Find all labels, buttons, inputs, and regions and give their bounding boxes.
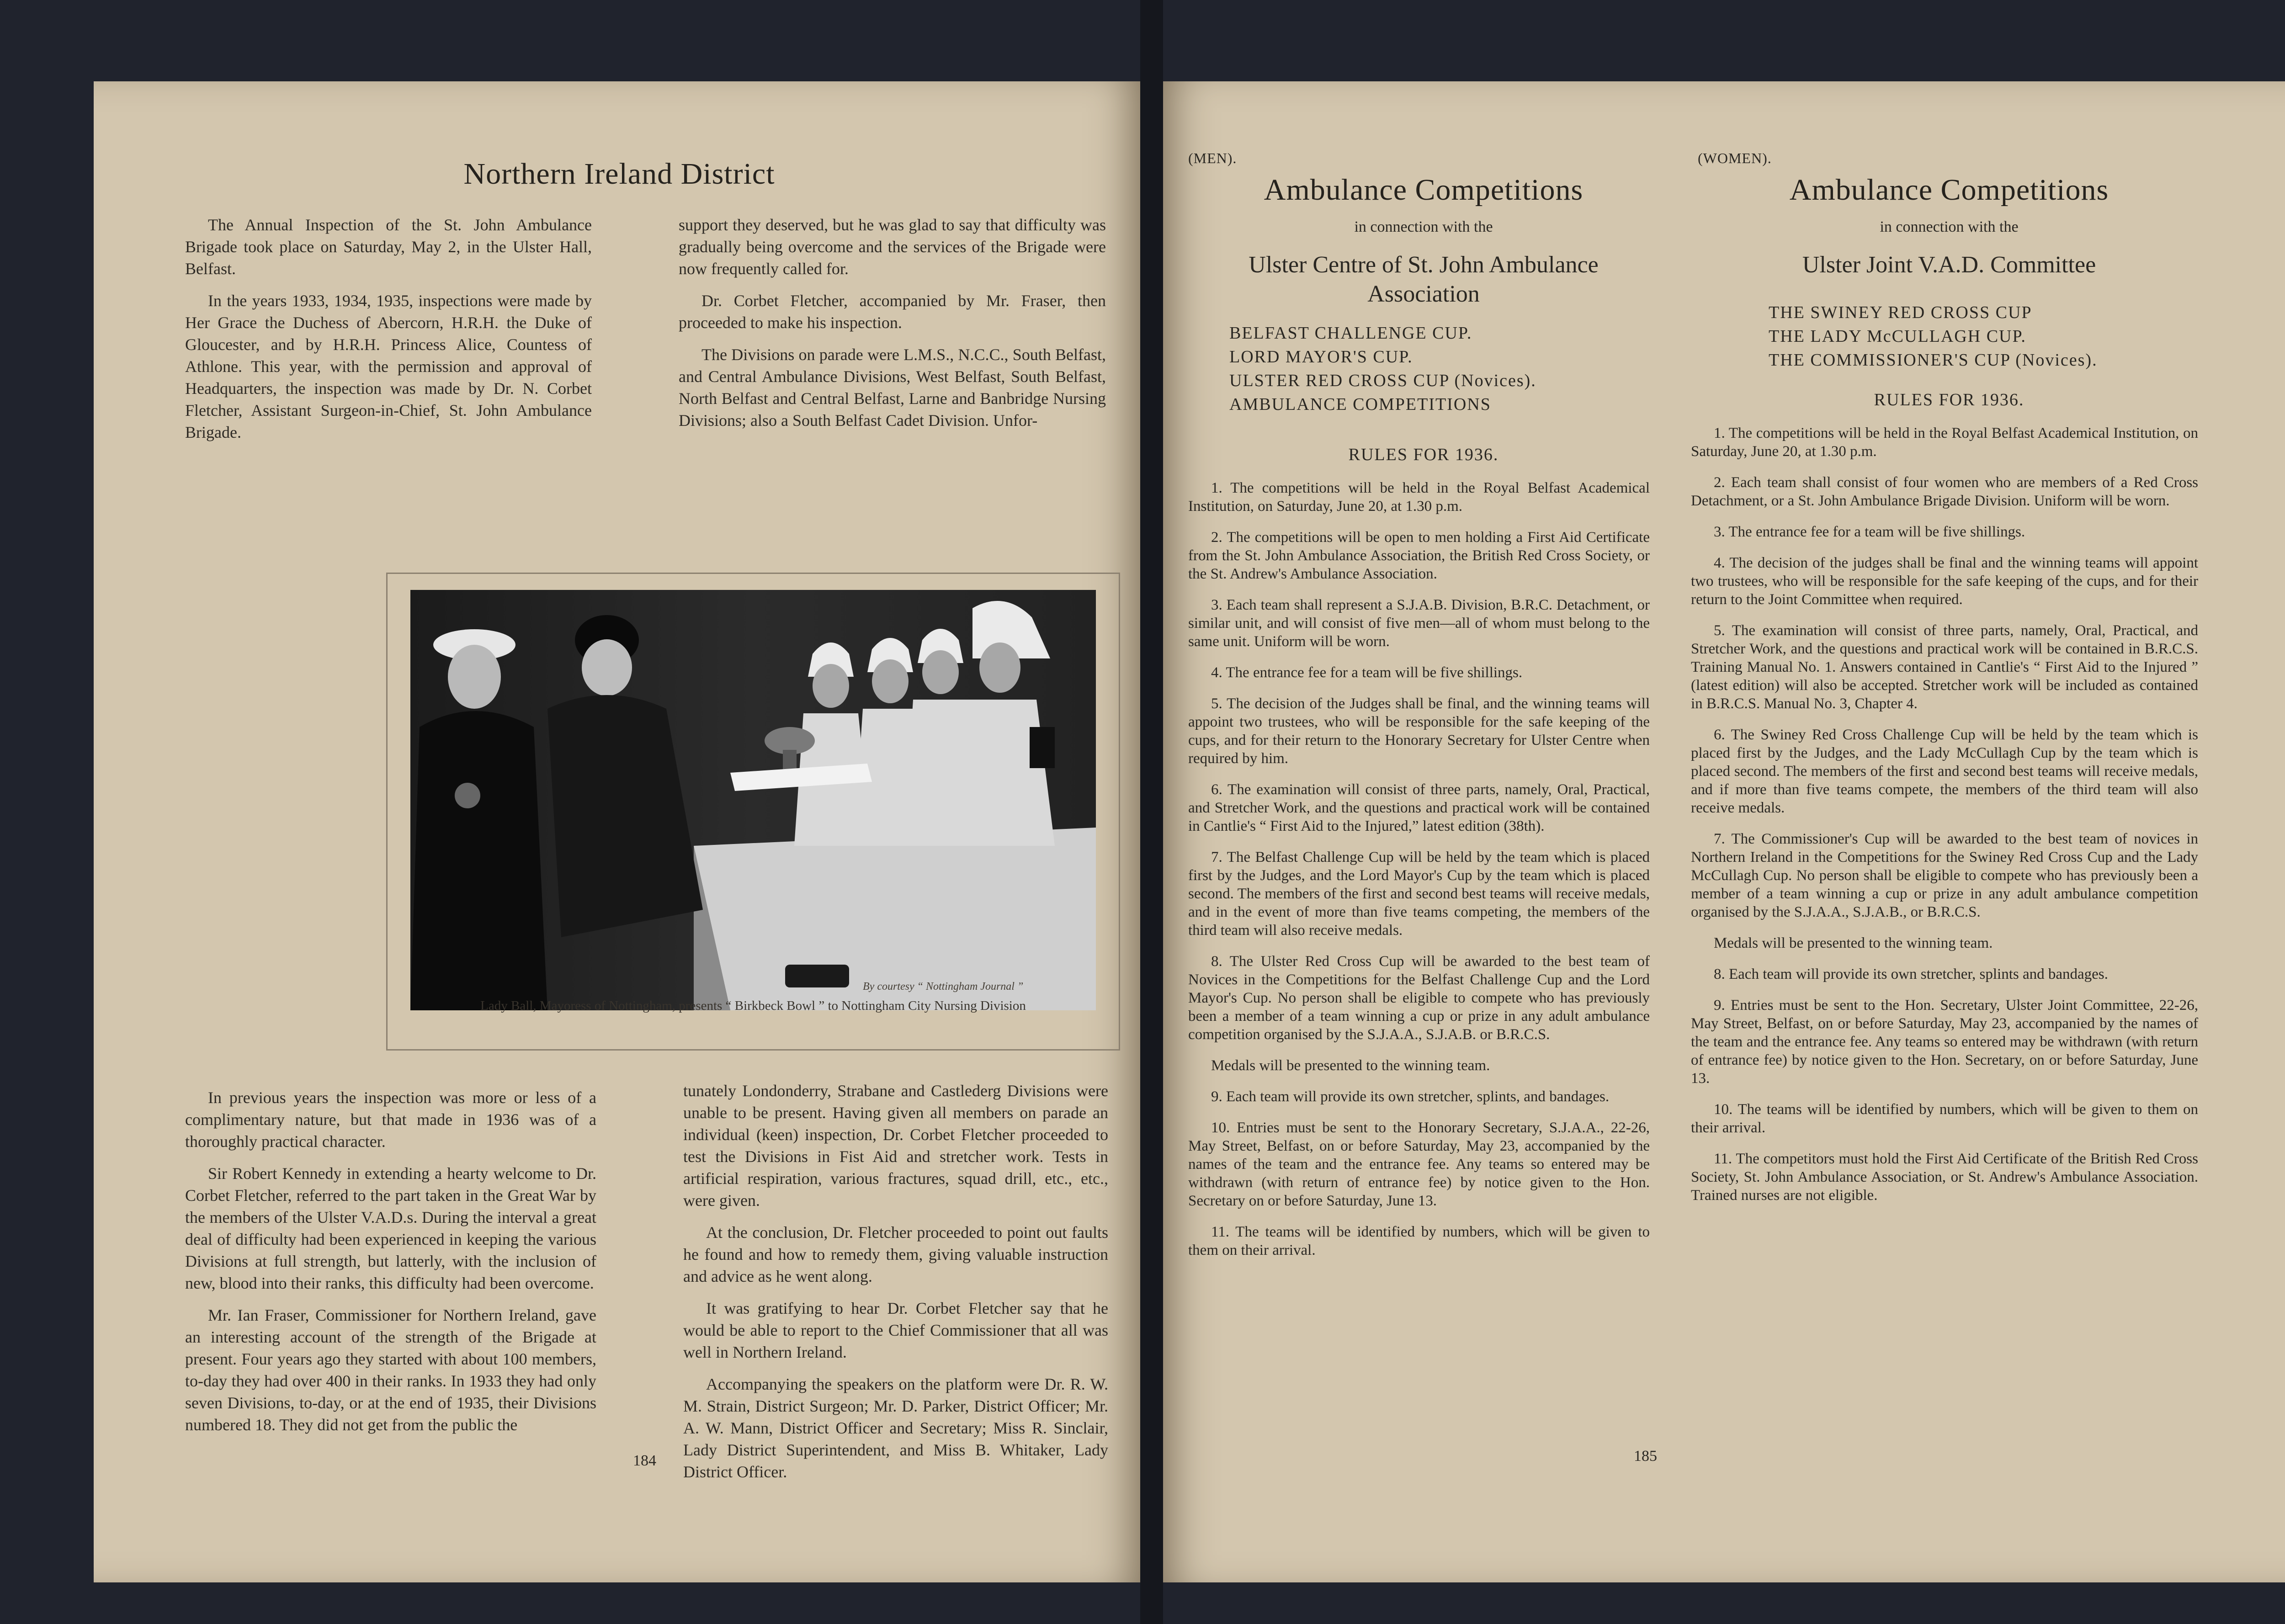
women-connection: in connection with the [1880, 218, 2019, 235]
paragraph: Sir Robert Kennedy in extending a hearty welcome to Dr. Corbet Fletcher, referred to the part taken in the Great War by the members of the Ulster V.A.D.s. During the interval a great deal of difficulty had been experienced in keeping the various Divisions at full strength, but latterly, with the inclusion of new, blood into their ranks, this difficulty had been overcome. [185, 1164, 596, 1292]
rule-item: 4. The decision of the judges shall be final and the winning teams will appoint two trustees, who will be responsible for the safe keeping of the cups, and for their return to the Joint Committee when required. [1691, 555, 2198, 608]
women-rules-title: RULES FOR 1936. [1874, 390, 2025, 409]
rule-item: 1. The competitions will be held in the Royal Belfast Academical Institution, on Saturday, June 20, at 1.30 p.m. [1188, 480, 1650, 515]
left-page [94, 81, 1140, 1582]
book-gutter [1140, 0, 1163, 1624]
paragraph: At the conclusion, Dr. Fletcher proceeded to point out faults he found and how to remedy them, giving valuable instruction and advice as he went along. [683, 1223, 1108, 1285]
rule-item: 11. The teams will be identified by numbers, which will be given to them on their arrival. [1188, 1224, 1650, 1258]
rule-item: 7. The Belfast Challenge Cup will be held by the team which is placed first by the Judges, and the Lord Mayor's Cup by the team which is placed second. The members of the first and second best teams will receive medals, and in the event of more than five teams competing, the members of the third team will also receive medals. [1188, 849, 1650, 939]
rule-item: 10. Entries must be sent to the Honorary Secretary, S.J.A.A., 22-26, May Street, Belfast, on or before Saturday, May 23, accompanied by the names of the team and the entrance fee. Any teams so entered may be withdrawn (with return of entrance fee) by notice given to the Hon. Secretary on or before Saturday, June 13. [1188, 1120, 1650, 1209]
nursing-division-photo [410, 590, 1096, 1010]
cup-item: ULSTER RED CROSS CUP (Novices). [1229, 371, 1536, 390]
rule-item: Medals will be presented to the winning team. [1211, 1057, 1490, 1074]
rule-item: 3. Each team shall represent a S.J.A.B. Division, B.R.C. Detachment, or similar unit, and will consist of five men—all of whom must belong to the same unit. Uniform will be worn. [1188, 597, 1650, 650]
paragraph: In previous years the inspection was more or less of a complimentary nature, but that made in 1936 was of a thoroughly practical character. [185, 1088, 596, 1151]
men-tag: (MEN). [1188, 150, 1237, 166]
women-cup-list [1769, 301, 2180, 372]
men-org: Ulster Centre of St. John Ambulance Association [1249, 252, 1599, 307]
cup-item: BELFAST CHALLENGE CUP. [1229, 324, 1472, 343]
paragraph: Dr. Corbet Fletcher, accompanied by Mr. Fraser, then proceeded to make his inspection. [679, 292, 1106, 332]
rule-item: 7. The Commissioner's Cup will be awarded to the best team of novices in Northern Ireland in the Competitions for the Swiney Red Cross Cup and the Lady McCullagh Cup. No person shall be eligible to compete who has previously been a member of a team winning a cup or prize in any adult ambulance competition organised by the S.J.A.A., S.J.A.B., or B.R.C.S. [1691, 831, 2198, 920]
rule-item: 10. The teams will be identified by numbers, which will be given to them on their arrival. [1691, 1101, 2198, 1136]
cup-item: THE LADY McCULLAGH CUP. [1769, 327, 2026, 346]
left-col1-bottom [185, 1087, 596, 1446]
men-rules [1188, 479, 1650, 1272]
rule-item: 5. The decision of the Judges shall be final, and the winning teams will appoint two trustees, who will be responsible for the safe keeping of the cups, and for their return to the Honorary Secretary for Ulster Centre when required by him. [1188, 695, 1650, 767]
paragraph: It was gratifying to hear Dr. Corbet Fletcher say that he would be able to report to the Chief Commissioner that all was well in Northern Ireland. [683, 1299, 1108, 1361]
cup-item: THE COMMISSIONER'S CUP (Novices). [1769, 350, 2098, 370]
rule-item: 8. The Ulster Red Cross Cup will be awarded to the best team of Novices in the Competitions for the Belfast Challenge Cup and the Lord Mayor's Cup. No person shall be eligible to compete who has previously been a member of a team winning a cup or prize in any adult ambulance competition organised by the S.J.A.A., S.J.A.B. or B.R.C.S. [1188, 953, 1650, 1043]
rule-item: 9. Entries must be sent to the Hon. Secretary, Ulster Joint Committee, 22-26, May Street, Belfast, on or before Saturday, May 23, accompanied by the names of the team and the entrance fee. Any teams so entered may be withdrawn (with return of entrance fee) by notice given to the Hon. Secretary, on or before Saturday, June 13. [1691, 997, 2198, 1087]
paragraph: Mr. Ian Fraser, Commissioner for Northern Ireland, gave an interesting account of the strength of the Brigade at present. Four years ago they started with about 100 members, to-day they had over 400 in their ranks. In 1933 they had only seven Divisions, to-day, or at the end of 1935, their Divisions numbered 18. They did not get from the public the [185, 1306, 596, 1434]
women-heading: Ambulance Competitions [1789, 173, 2109, 207]
rule-item: 6. The Swiney Red Cross Challenge Cup will be held by the team which is placed first by the Judges, and the Lady McCullagh Cup by the team which is placed second. The members of the first and second best teams will receive medals, and if more than five teams compete, the members of the third team will also receive medals. [1691, 727, 2198, 816]
left-col2-top [679, 214, 1106, 441]
rule-item: 2. The competitions will be open to men holding a First Aid Certificate from the St. John Ambulance Association, the British Red Cross Society, or the St. Andrew's Ambulance Association. [1188, 529, 1650, 582]
paragraph: The Annual Inspection of the St. John Ambulance Brigade took place on Saturday, May 2, in the Ulster Hall, Belfast. [185, 216, 592, 278]
left-col1-top [185, 214, 592, 453]
cup-item: LORD MAYOR'S CUP. [1229, 347, 1413, 366]
rule-item: 11. The competitors must hold the First Aid Certificate of the British Red Cross Society, St. John Ambulance Association, or St. Andrew's Ambulance Association. Trained nurses are not eligible. [1691, 1151, 2198, 1204]
left-col2-bottom [683, 1080, 1108, 1493]
men-connection: in connection with the [1354, 218, 1493, 235]
rule-item: 5. The examination will consist of three parts, namely, Oral, Practical, and Stretcher Work, and the questions and practical work will be contained in B.R.C.S. Training Manual No. 1. Answers contained in Cantlie's “ First Aid to the Injured ” (latest edition) will also be accepted. Stretcher work will be included as contained in B.R.C.S. Manual No. 3, Chapter 4. [1691, 622, 2198, 712]
rule-item: 2. Each team shall consist of four women who are members of a Red Cross Detachment, or a St. John Ambulance Brigade Division. Uniform will be worn. [1691, 474, 2198, 509]
rule-item: Medals will be presented to the winning team. [1714, 935, 1993, 951]
paragraph: Accompanying the speakers on the platform were Dr. R. W. M. Strain, District Surgeon; Mr. D. Parker, District Officer; Mr. A. W. Mann, District Officer and Secretary; Miss R. Sinclair, Lady District Superintendent, and Miss B. Whitaker, Lady District Officer. [683, 1375, 1108, 1481]
photo-credit: By courtesy “ Nottingham Journal ” [863, 981, 1024, 992]
rule-item: 6. The examination will consist of three parts, namely, Oral, Practical, and Stretcher Work, and the questions and practical work will be contained in Cantlie's “ First Aid to the Injured,” latest edition (38th). [1188, 781, 1650, 834]
women-tag: (WOMEN). [1698, 150, 1772, 166]
photo-frame [386, 573, 1120, 1051]
paragraph: tunately Londonderry, Strabane and Castlederg Divisions were unable to be present. Having given all members on parade an individual (keen) inspection, Dr. Corbet Fletcher proceeded to test the Divisions in Fist Aid and stretcher work. Tests in artificial respiration, various fractures, squad drill, etc., etc., were given. [683, 1082, 1108, 1210]
men-heading: Ambulance Competitions [1264, 173, 1584, 207]
page-number: 185 [1634, 1448, 1657, 1465]
page-number: 184 [633, 1452, 656, 1469]
district-heading: Northern Ireland District [463, 157, 775, 191]
paragraph: In the years 1933, 1934, 1935, inspections were made by Her Grace the Duchess of Abercorn, H.R.H. the Duke of Gloucester, and by H.R.H. Princess Alice, Countess of Athlone. This year, with the permission and approval of Headquarters, the inspection was made by Dr. N. Corbet Fletcher, Assistant Surgeon-in-Chief, St. John Ambulance Brigade. [185, 292, 592, 441]
paragraph: The Divisions on parade were L.M.S., N.C.C., South Belfast, and Central Ambulance Divisions, West Belfast, South Belfast, North Belfast and Central Belfast, Larne and Banbridge Nursing Divisions; also a South Belfast Cadet Division. Unfor- [679, 345, 1106, 430]
women-rules [1691, 424, 2198, 1217]
women-org: Ulster Joint V.A.D. Committee [1802, 252, 2096, 278]
men-cup-list [1229, 321, 1650, 416]
rule-item: 4. The entrance fee for a team will be five shillings. [1211, 664, 1523, 681]
rule-item: 9. Each team will provide its own stretcher, splints, and bandages. [1211, 1088, 1610, 1105]
right-page [1163, 81, 2285, 1582]
paragraph: support they deserved, but he was glad to say that difficulty was gradually being overcome and the services of the Brigade were now frequently called for. [679, 216, 1106, 278]
rule-item: 8. Each team will provide its own stretcher, splints and bandages. [1714, 966, 2108, 982]
cup-item: AMBULANCE COMPETITIONS [1229, 395, 1491, 414]
photo-caption: Lady Ball, Mayoress of Nottingham, presents “ Birkbeck Bowl ” to Nottingham City Nursing Division [480, 998, 1026, 1013]
rule-item: 1. The competitions will be held in the Royal Belfast Academical Institution, on Saturday, June 20, at 1.30 p.m. [1691, 425, 2198, 460]
cup-item: THE SWINEY RED CROSS CUP [1769, 303, 2032, 322]
rule-item: 3. The entrance fee for a team will be five shillings. [1714, 524, 2025, 540]
men-rules-title: RULES FOR 1936. [1348, 445, 1499, 464]
